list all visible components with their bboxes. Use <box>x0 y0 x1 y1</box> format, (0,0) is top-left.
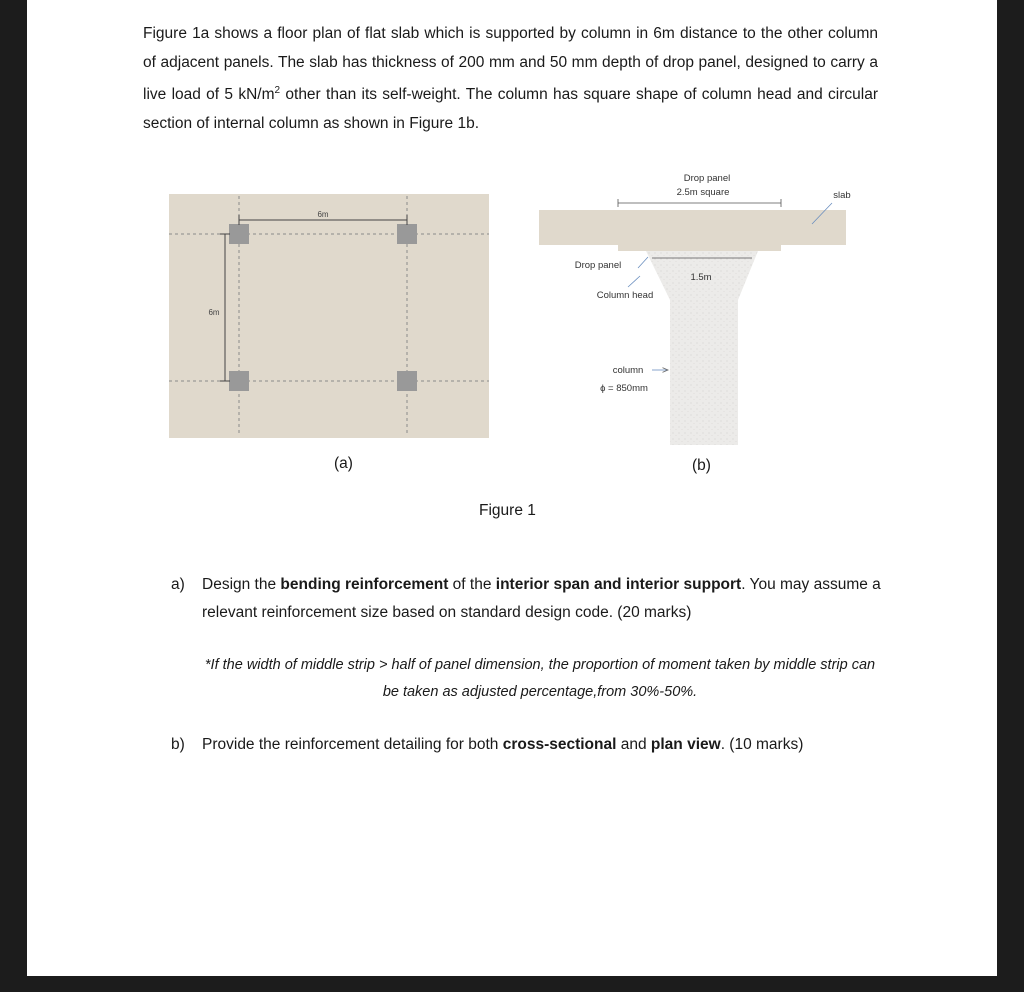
question-b-bold-2: plan view <box>650 736 721 753</box>
intro-superscript: 2 <box>274 85 281 96</box>
question-a-text-3: . You may assume a relevant reinforcement size based on standard design code. (20 marks) <box>202 576 881 621</box>
slab-label: slab <box>833 190 851 201</box>
middle-strip-note: *If the width of middle strip > half of panel dimension, the proportion of moment taken by middle strip can be taken as adjusted percentage,from 30%-50%. <box>204 657 876 700</box>
drop-panel-leader <box>638 257 648 268</box>
head-width-label: 1.5m <box>690 272 712 283</box>
question-a-bold-1: bending reinforcement <box>280 576 449 593</box>
column-label: column <box>612 365 644 376</box>
caption-b: (b) <box>692 457 711 474</box>
question-a-text-1: Design the <box>202 576 281 593</box>
question-a <box>171 571 882 626</box>
column-bottom-left <box>229 371 249 391</box>
column-head-leader <box>628 276 640 287</box>
column-top-right <box>397 224 417 244</box>
question-b <box>171 731 877 759</box>
drop-panel-top-label-1: Drop panel <box>683 173 731 184</box>
column-head-label: Column head <box>596 290 654 301</box>
drop-panel-label: Drop panel <box>574 260 622 271</box>
question-a-bold-2: interior span and interior support <box>495 576 742 593</box>
intro-text-1: Figure 1a shows a floor plan of flat slab which is supported by column in 6m distance to the other column of adjacent panels. The slab has thickness of 200 mm and 50 mm depth of drop panel, designed to carry a live load of 5 kN/m <box>143 25 878 104</box>
question-b-text-3: . (10 marks) <box>720 736 804 753</box>
column-section <box>539 173 851 445</box>
floor-plan <box>169 194 489 438</box>
column-top-left <box>229 224 249 244</box>
question-b-text-1: Provide the reinforcement detailing for both <box>202 736 503 753</box>
dimension-horizontal-label: 6m <box>317 210 329 219</box>
question-a-text-2: of the <box>448 576 496 593</box>
intro-text-2: other than its self-weight. The column has square shape of column head and circular section of internal column as shown in Figure 1b. <box>143 86 878 132</box>
dimension-vertical-label: 6m <box>208 308 220 317</box>
question-b-label: b) <box>171 736 185 753</box>
question-b-bold-1: cross-sectional <box>502 736 617 753</box>
caption-a: (a) <box>334 455 353 472</box>
column-diameter-label: ϕ = 850mm <box>600 383 648 394</box>
slab-section <box>539 210 846 245</box>
drop-panel-section <box>618 242 781 251</box>
drop-panel-top-label-2: 2.5m square <box>676 187 730 198</box>
figure-caption: Figure 1 <box>479 502 536 519</box>
column-bottom-right <box>397 371 417 391</box>
question-a-label: a) <box>171 576 185 593</box>
question-b-text-2: and <box>616 736 651 753</box>
